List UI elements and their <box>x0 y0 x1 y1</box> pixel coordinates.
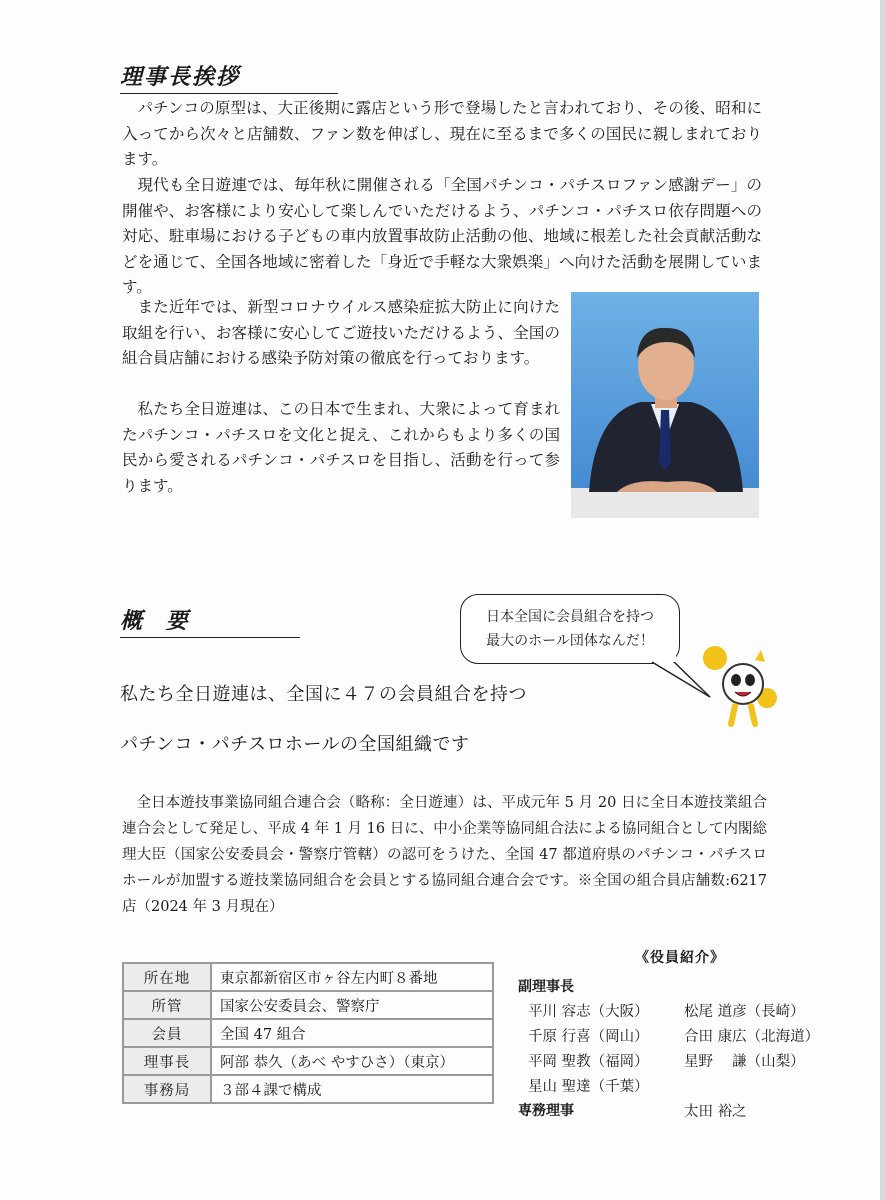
overview-lead-line-2: パチンコ・パチスロホールの全国組織です <box>120 734 470 755</box>
organization-info-table <box>122 962 494 1104</box>
officer-name: 千原 行喜（岡山） <box>528 1029 649 1045</box>
officer-name: 星山 聖達（千葉） <box>528 1079 649 1095</box>
officer-name: 星野 謙（山梨） <box>684 1054 805 1070</box>
bubble-line-2: 最大のホール団体なんだ！ <box>486 633 654 649</box>
table-value: 全国 47 組合 <box>211 1019 493 1047</box>
vice-chair-label: 副理事長 <box>518 979 574 995</box>
table-label: 所管 <box>123 991 211 1019</box>
officer-name: 平川 容志（大阪） <box>528 1004 649 1020</box>
executive-director-name: 太田 裕之 <box>684 1104 747 1120</box>
greeting-paragraph-1: パチンコの原型は、大正後期に露店という形で登場したと言われており、その後、昭和に入ってから次々と店舗数、ファン数を伸ばし、現在に至るまで多くの国民に親しまれております。 <box>122 99 762 168</box>
table-row <box>123 1075 493 1103</box>
organization-description: 全日本遊技事業協同組合連合会（略称：全日遊連）は、平成元年 5 月 20 日に全日本遊技業組合連合会として発足し、平成 4 年 1 月 16 日に、中小企業等協同組合法による協同組合として内閣総理大臣（国家公安委員会・警察庁管轄）の認可をうけた、全国 47 都道府県のパチンコ・パチスロホールが加盟する遊技業協同組合を会員とする協同組合連合会です。※全国の組合員店舗数:6217 店（2024 年 3 月現在） <box>122 795 767 915</box>
greeting-paragraph-3: また近年では、新型コロナウイルス感染症拡大防止に向けた取組を行い、お客様に安心してご遊技いただけるよう、全国の組合員店舗における感染予防対策の徹底を行っております。 <box>122 298 560 367</box>
table-value: ３部４課で構成 <box>211 1075 493 1103</box>
table-row <box>123 963 493 991</box>
table-row <box>123 1019 493 1047</box>
table-row <box>123 991 493 1019</box>
officer-name: 松尾 道彦（長崎） <box>684 1004 805 1020</box>
table-value: 東京都新宿区市ヶ谷左内町８番地 <box>211 963 493 991</box>
greeting-title: 理事長挨拶 <box>120 60 338 94</box>
officer-name: 平岡 聖教（福岡） <box>528 1054 649 1070</box>
table-label: 事務局 <box>123 1075 211 1103</box>
page-edge <box>880 0 886 1200</box>
officer-name: 合田 康広（北海道） <box>684 1029 820 1045</box>
table-label: 所在地 <box>123 963 211 991</box>
table-label: 会員 <box>123 1019 211 1047</box>
chairman-portrait <box>571 292 759 518</box>
overview-lead-line-1: 私たち全日遊連は、全国に４７の会員組合を持つ <box>120 684 527 705</box>
executive-director-label: 専務理事 <box>518 1103 574 1119</box>
overview-title: 概 要 <box>120 604 300 638</box>
greeting-paragraph-4: 私たち全日遊連は、この日本で生まれ、大衆によって育まれたパチンコ・パチスロを文化と捉え、これからもより多くの国民から愛されるパチンコ・パチスロを目指し、活動を行って参ります。 <box>122 400 560 495</box>
portrait-illustration <box>571 292 759 518</box>
bubble-line-1: 日本全国に会員組合を持つ <box>486 609 654 625</box>
table-value: 阿部 恭久（あべ やすひさ）（東京） <box>211 1047 493 1075</box>
speech-bubble <box>460 594 680 664</box>
table-row <box>123 1047 493 1075</box>
mascot-character-icon <box>695 640 785 730</box>
greeting-paragraph-2: 現代も全日遊連では、毎年秋に開催される「全国パチンコ・パチスロファン感謝デー」の開催や、お客様により安心して楽しんでいただけるよう、パチンコ・パチスロ依存問題への対応、駐車場における子どもの車内放置事故防止活動の他、地域に根差した社会貢献活動などを通じて、全国各地域に密着した「身近で手軽な大衆娯楽」へ向けた活動を展開しています。 <box>122 176 762 296</box>
officers-heading: 《役員紹介》 <box>635 950 725 966</box>
table-value: 国家公安委員会、警察庁 <box>211 991 493 1019</box>
table-label: 理事長 <box>123 1047 211 1075</box>
